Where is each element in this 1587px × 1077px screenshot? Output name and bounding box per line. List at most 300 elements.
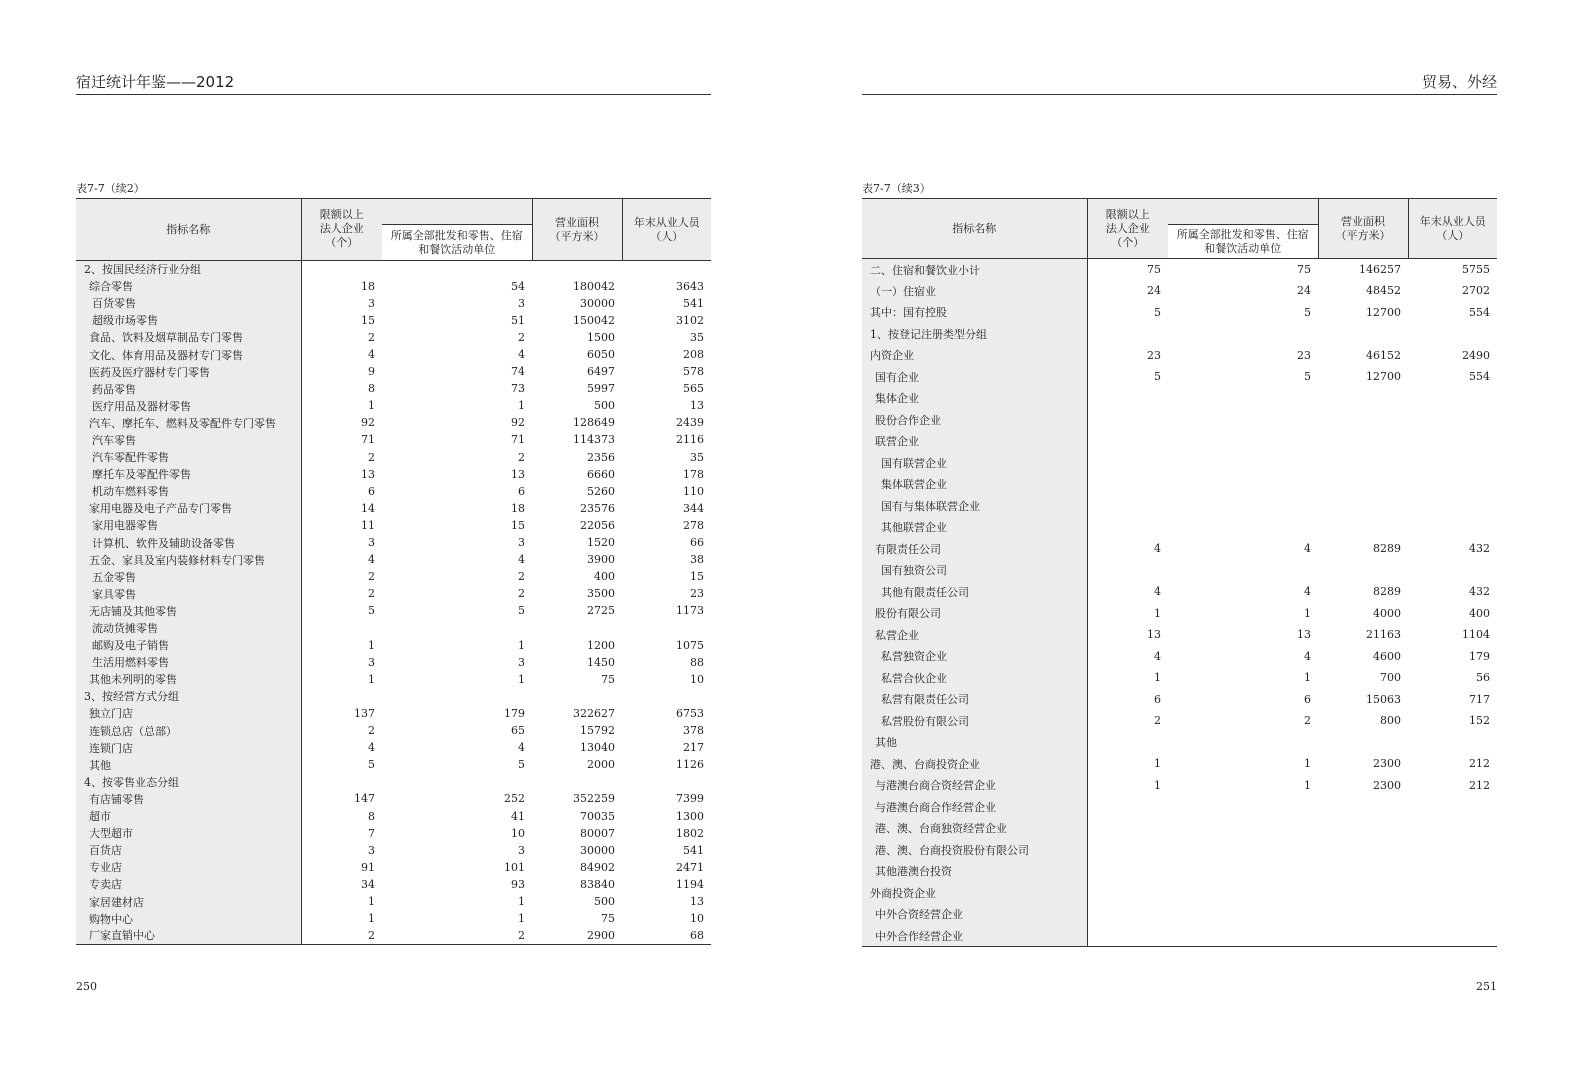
cell-all-units [1168,388,1318,410]
cell-area: 8289 [1373,542,1401,556]
cell-all-units: 2 [518,450,525,464]
row-name: 百货零售 [76,295,301,312]
cell-employees: 1300 [676,809,704,823]
cell-legal-entities: 1 [368,672,375,686]
cell-legal-entities: 3 [368,296,375,310]
cell-all-units: 93 [511,877,525,891]
cell-legal-entities [1087,882,1168,904]
cell-all-units: 4 [1304,542,1311,556]
cell-all-units: 41 [511,809,525,823]
row-name: 邮购及电子销售 [76,637,301,654]
cell-area [532,773,622,790]
cell-employees [622,688,711,705]
cell-employees: 432 [1469,585,1490,599]
cell-legal-entities: 2 [368,724,375,738]
cell-all-units: 51 [511,313,525,327]
table-row [862,775,1497,797]
cell-all-units: 4 [518,553,525,567]
row-name: 外商投资企业 [862,882,1087,904]
cell-area: 700 [1380,671,1401,685]
row-name: 其他有限责任公司 [862,581,1087,603]
cell-legal-entities: 4 [368,741,375,755]
cell-area: 114373 [573,433,615,447]
row-name: 专业店 [76,859,301,876]
data-table-left [76,198,711,945]
cell-legal-entities: 4 [368,553,375,567]
table-row [76,483,711,500]
cell-legal-entities: 13 [361,467,375,481]
cell-area: 1450 [587,655,615,669]
cell-area: 3500 [587,587,615,601]
table-row [862,560,1497,582]
cell-area: 4600 [1373,649,1401,663]
cell-employees: 178 [683,467,704,481]
cell-area: 6660 [587,467,615,481]
table-row [76,619,711,636]
cell-area [1318,560,1408,582]
row-name: 港、澳、台商投资企业 [862,753,1087,775]
cell-area: 75 [601,672,615,686]
cell-employees [1408,882,1497,904]
table-row [76,295,711,312]
row-name: 汽车、摩托车、燃料及零配件专门零售 [76,414,301,431]
cell-employees [1408,495,1497,517]
cell-employees [1408,818,1497,840]
cell-employees [1408,732,1497,754]
row-name: 二、住宿和餐饮业小计 [862,259,1087,281]
cell-all-units: 6 [1304,692,1311,706]
cell-area: 84902 [580,860,615,874]
cell-all-units: 6 [518,484,525,498]
cell-area [1318,882,1408,904]
cell-area: 5997 [587,382,615,396]
cell-legal-entities: 13 [1147,628,1161,642]
table-row [76,602,711,619]
row-name: 购物中心 [76,910,301,927]
table-row [862,388,1497,410]
table-row [76,739,711,756]
cell-legal-entities [301,261,382,278]
cell-all-units: 4 [518,741,525,755]
row-name: 生活用燃料零售 [76,654,301,671]
cell-employees: 3102 [676,313,704,327]
table-row [76,312,711,329]
cell-all-units [1168,409,1318,431]
table-row [76,808,711,825]
table-row [76,637,711,654]
cell-area: 6050 [587,348,615,362]
row-name: 汽车零配件零售 [76,449,301,466]
cell-area: 13040 [580,741,615,755]
row-name: 药品零售 [76,380,301,397]
cell-employees: 3643 [676,279,704,293]
table-row [862,882,1497,904]
cell-legal-entities: 1 [1154,606,1161,620]
cell-all-units [1168,323,1318,345]
cell-all-units: 3 [518,536,525,550]
cell-all-units: 1 [1304,671,1311,685]
cell-area [1318,796,1408,818]
table-row [76,329,711,346]
cell-area: 352259 [573,792,615,806]
cell-area [1318,388,1408,410]
cell-legal-entities: 23 [1147,348,1161,362]
row-name: 医疗用品及器材零售 [76,397,301,414]
cell-legal-entities: 2 [1154,714,1161,728]
cell-all-units [382,688,532,705]
cell-all-units: 1 [518,638,525,652]
cell-employees: 110 [683,484,704,498]
cell-employees [1408,388,1497,410]
cell-area: 800 [1380,714,1401,728]
cell-area: 46152 [1366,348,1401,362]
cell-employees: 565 [683,382,704,396]
cell-area [1318,904,1408,926]
table-row [76,893,711,910]
cell-legal-entities [1087,904,1168,926]
cell-area [532,688,622,705]
cell-legal-entities: 1 [368,638,375,652]
cell-employees: 1104 [1462,628,1490,642]
cell-employees [1408,409,1497,431]
cell-employees: 541 [683,843,704,857]
cell-area: 21163 [1366,628,1401,642]
cell-area [1318,818,1408,840]
cell-all-units: 4 [1304,649,1311,663]
cell-area: 15063 [1366,692,1401,706]
cell-legal-entities [1087,388,1168,410]
cell-all-units: 71 [511,433,525,447]
cell-employees: 7399 [676,792,704,806]
cell-legal-entities [1087,796,1168,818]
cell-legal-entities: 8 [368,809,375,823]
cell-legal-entities: 5 [368,758,375,772]
table-label-left: 表7-7（续2） [76,182,145,195]
header-area: 营业面积 （平方米） [1318,199,1408,259]
table-row [76,517,711,534]
cell-area: 400 [594,570,615,584]
table-row [862,280,1497,302]
row-name: 其他 [76,756,301,773]
cell-employees: 38 [690,553,704,567]
table-row [862,538,1497,560]
cell-legal-entities [1087,409,1168,431]
row-name: 五金零售 [76,568,301,585]
cell-legal-entities [1087,323,1168,345]
cell-legal-entities: 11 [361,518,375,532]
row-name: 4、按零售业态分组 [76,773,301,790]
cell-all-units [1168,818,1318,840]
row-name: 家具零售 [76,585,301,602]
table-row [862,732,1497,754]
cell-employees [1408,431,1497,453]
table-row [76,534,711,551]
cell-area [1318,431,1408,453]
left-page [76,0,711,1077]
cell-all-units: 5 [1304,305,1311,319]
table-row [862,495,1497,517]
table-row [76,397,711,414]
cell-all-units [1168,796,1318,818]
cell-all-units: 1 [518,672,525,686]
cell-employees [1408,904,1497,926]
row-name: 私营股份有限公司 [862,710,1087,732]
table-row [862,431,1497,453]
cell-legal-entities [301,688,382,705]
table-row [862,452,1497,474]
row-name: 超市 [76,808,301,825]
cell-employees: 6753 [676,706,704,720]
table-row [76,449,711,466]
cell-all-units [1168,517,1318,539]
cell-legal-entities: 1 [1154,778,1161,792]
header-area: 营业面积 （平方米） [532,199,622,261]
cell-all-units: 2 [518,587,525,601]
row-name: 超级市场零售 [76,312,301,329]
header-legal-entities: 限额以上 法人企业 （个） [301,199,382,261]
table-row [76,859,711,876]
table-row [862,259,1497,281]
row-name: 其他联营企业 [862,517,1087,539]
cell-all-units: 10 [511,826,525,840]
cell-legal-entities: 75 [1147,263,1161,276]
cell-legal-entities: 5 [368,604,375,618]
cell-employees: 35 [690,330,704,344]
cell-all-units [1168,925,1318,947]
cell-all-units: 1 [518,895,525,909]
cell-all-units [1168,839,1318,861]
cell-employees [622,619,711,636]
cell-all-units: 2 [518,330,525,344]
cell-legal-entities: 24 [1147,284,1161,298]
row-name: 机动车燃料零售 [76,483,301,500]
row-name: 其中：国有控股 [862,302,1087,324]
table-row [862,818,1497,840]
cell-all-units: 13 [1297,628,1311,642]
cell-legal-entities [1087,495,1168,517]
cell-area: 48452 [1366,284,1401,298]
cell-employees: 2702 [1462,284,1490,298]
cell-employees: 1173 [676,604,704,618]
header-employees: 年末从业人员 （人） [622,199,711,261]
row-name: 有店铺零售 [76,790,301,807]
cell-legal-entities [1087,431,1168,453]
cell-employees: 578 [683,365,704,379]
row-name: 计算机、软件及辅助设备零售 [76,534,301,551]
table-row [76,431,711,448]
header-all-units: 所属全部批发和零售、住宿 和餐饮活动单位 [1168,225,1318,259]
cell-all-units [1168,560,1318,582]
cell-legal-entities [1087,925,1168,947]
cell-employees: 212 [1469,757,1490,771]
cell-area: 8289 [1373,585,1401,599]
row-name: 1、按登记注册类型分组 [862,323,1087,345]
cell-legal-entities: 9 [368,365,375,379]
cell-employees: 13 [690,895,704,909]
row-name: 汽车零售 [76,431,301,448]
row-name: 独立门店 [76,705,301,722]
cell-legal-entities: 71 [361,433,375,447]
cell-employees: 15 [690,570,704,584]
cell-employees: 152 [1469,714,1490,728]
row-name: 联营企业 [862,431,1087,453]
row-name: 国有独资公司 [862,560,1087,582]
cell-legal-entities: 91 [361,860,375,874]
cell-employees: 344 [683,501,704,515]
row-name: 摩托车及零配件零售 [76,466,301,483]
cell-all-units: 23 [1297,348,1311,362]
cell-all-units [1168,474,1318,496]
row-name: 厂家直销中心 [76,927,301,944]
cell-all-units: 2 [518,570,525,584]
row-name: 大型超市 [76,825,301,842]
cell-all-units: 73 [511,382,525,396]
table-row [862,925,1497,947]
table-row [862,302,1497,324]
cell-employees: 179 [1469,649,1490,663]
row-name: 2、按国民经济行业分组 [76,261,301,278]
table-row [76,261,711,278]
table-row [76,671,711,688]
table-row [862,409,1497,431]
cell-all-units: 252 [504,792,525,806]
table-row [76,414,711,431]
cell-all-units [1168,495,1318,517]
cell-area [1318,839,1408,861]
row-name: （一）住宿业 [862,280,1087,302]
cell-employees: 10 [690,912,704,926]
cell-area: 2300 [1373,757,1401,771]
cell-all-units: 3 [518,655,525,669]
row-name: 连锁总店（总部） [76,722,301,739]
row-name: 中外合作经营企业 [862,925,1087,947]
cell-area: 180042 [573,279,615,293]
cell-all-units: 2 [382,927,532,944]
cell-employees: 554 [1469,370,1490,384]
cell-employees [1408,925,1497,947]
cell-all-units [382,773,532,790]
row-name: 文化、体育用品及器材专门零售 [76,346,301,363]
row-name: 国有联营企业 [862,452,1087,474]
cell-legal-entities: 8 [368,382,375,396]
table-row [862,667,1497,689]
cell-employees [1408,796,1497,818]
cell-legal-entities: 1 [368,399,375,413]
row-name: 集体联营企业 [862,474,1087,496]
table-row [862,689,1497,711]
table-row [862,624,1497,646]
row-name: 与港澳台商合作经营企业 [862,796,1087,818]
cell-legal-entities: 14 [361,501,375,515]
row-name: 医药及医疗器材专门零售 [76,363,301,380]
table-row [862,581,1497,603]
cell-legal-entities: 5 [1154,370,1161,384]
table-row [76,910,711,927]
cell-all-units: 1 [1304,778,1311,792]
cell-employees: 88 [690,655,704,669]
table-row [76,705,711,722]
cell-area: 150042 [573,313,615,327]
row-name: 3、按经营方式分组 [76,688,301,705]
cell-area: 23576 [580,501,615,515]
row-name: 连锁门店 [76,739,301,756]
table-row [862,345,1497,367]
cell-legal-entities [301,773,382,790]
cell-all-units: 1 [518,912,525,926]
row-name: 家居建材店 [76,893,301,910]
cell-all-units: 3 [518,296,525,310]
cell-area: 15792 [580,724,615,738]
cell-legal-entities: 4 [1154,649,1161,663]
row-name: 中外合资经营企业 [862,904,1087,926]
cell-all-units: 1 [1304,606,1311,620]
row-name: 百货店 [76,842,301,859]
table-row [76,876,711,893]
cell-legal-entities [1087,560,1168,582]
cell-all-units [1168,861,1318,883]
cell-legal-entities: 4 [368,348,375,362]
cell-all-units: 5 [518,758,525,772]
cell-area [1318,474,1408,496]
cell-legal-entities: 1 [1154,757,1161,771]
cell-area [1318,925,1408,947]
cell-legal-entities [1087,839,1168,861]
row-name: 港、澳、台商投资股份有限公司 [862,839,1087,861]
cell-all-units: 1 [1304,757,1311,771]
cell-area: 12700 [1366,370,1401,384]
cell-employees: 378 [683,724,704,738]
cell-all-units: 4 [1304,585,1311,599]
cell-area: 2000 [587,758,615,772]
cell-legal-entities: 6 [1154,692,1161,706]
cell-all-units: 15 [511,518,525,532]
table-row [862,839,1497,861]
table-row [76,842,711,859]
cell-area: 1500 [587,330,615,344]
cell-all-units: 101 [504,860,525,874]
cell-legal-entities [1087,474,1168,496]
table-row [76,927,711,944]
cell-employees [1408,560,1497,582]
cell-area: 30000 [580,296,615,310]
cell-employees: 10 [690,672,704,686]
cell-area: 22056 [580,518,615,532]
cell-area: 1200 [587,638,615,652]
cell-all-units [1168,452,1318,474]
cell-all-units [1168,732,1318,754]
cell-all-units [1168,904,1318,926]
cell-employees: 541 [683,296,704,310]
cell-employees [1408,861,1497,883]
cell-employees: 2490 [1462,348,1490,362]
cell-all-units: 4 [518,348,525,362]
table-row [862,904,1497,926]
cell-area: 500 [594,895,615,909]
cell-employees: 554 [1469,305,1490,319]
cell-legal-entities: 2 [301,927,382,944]
row-name: 内资企业 [862,345,1087,367]
cell-area: 30000 [580,843,615,857]
cell-employees: 56 [1476,671,1490,685]
cell-employees [1408,474,1497,496]
cell-legal-entities: 1 [368,912,375,926]
header-all-units: 所属全部批发和零售、住宿 和餐饮活动单位 [382,225,532,261]
cell-employees: 23 [690,587,704,601]
header-name: 指标名称 [76,199,301,261]
cell-area [1318,323,1408,345]
cell-employees: 2116 [676,433,704,447]
cell-legal-entities [1087,818,1168,840]
